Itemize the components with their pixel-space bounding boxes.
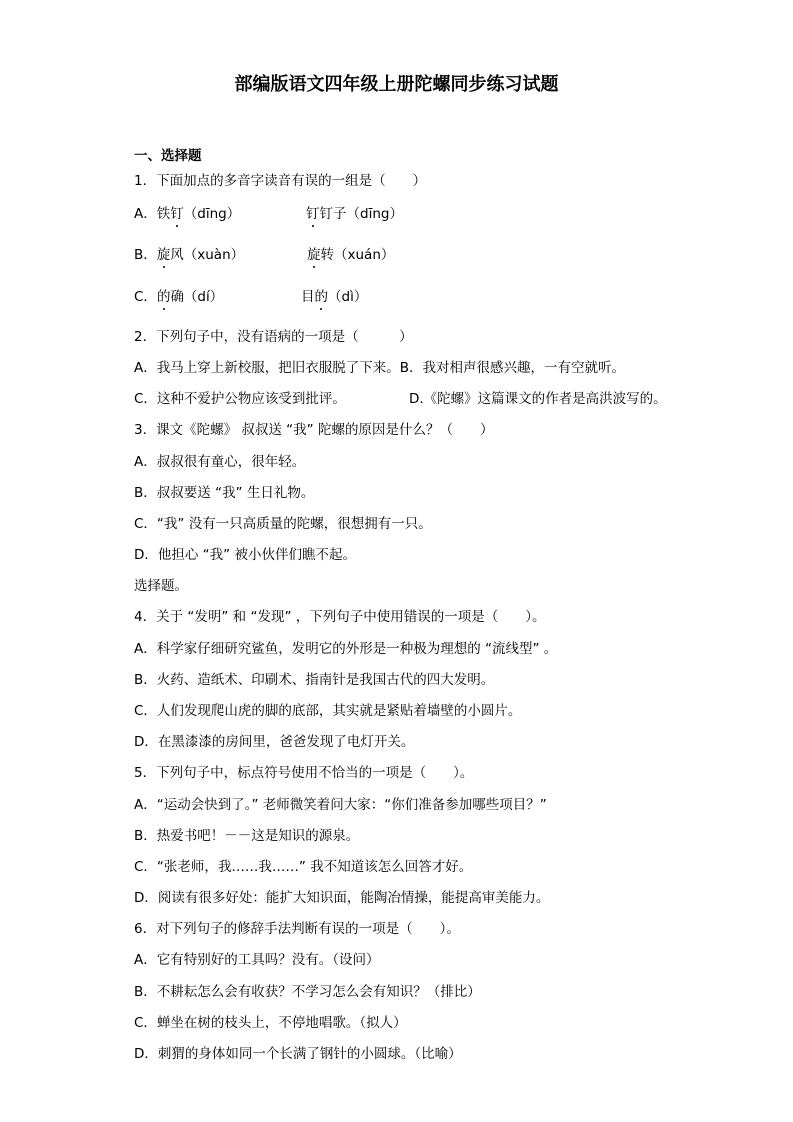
- section-heading: 一、选择题: [134, 148, 202, 164]
- question-3-option-b: B．叔叔要送 “我” 生日礼物。: [134, 485, 315, 501]
- question-6-option-a: A．它有特别好的工具吗？没有。（设问）: [134, 952, 380, 968]
- question-4-option-c: C．人们发现爬山虎的脚的底部，其实就是紧贴着墙壁的小圆片。: [134, 703, 522, 719]
- question-3-option-a: A．叔叔很有童心，很年轻。: [134, 454, 306, 470]
- question-4-option-d: D．在黑漆漆的房间里，爸爸发现了电灯开关。: [134, 734, 415, 750]
- question-4-option-b: B．火药、造纸术、印刷术、指南针是我国古代的四大发明。: [134, 672, 495, 688]
- question-4-option-a: A．科学家仔细研究鲨鱼，发明它的外形是一种极为理想的 “流线型” 。: [134, 641, 558, 657]
- page-title: 部编版语文四年级上册陀螺同步练习试题: [234, 74, 559, 95]
- question-3-option-d: D．他担心 “我” 被小伙伴们瞧不起。: [134, 547, 356, 563]
- question-2-stem: 2．下列句子中，没有语病的一项是（ ）: [134, 329, 413, 345]
- question-3-option-c: C．“我” 没有一只高质量的陀螺，很想拥有一只。: [134, 516, 432, 532]
- question-5-option-d: D．阅读有很多好处：能扩大知识面，能陶冶情操，能提高审美能力。: [134, 890, 550, 906]
- question-4-stem: 4．关于 “发明” 和 “发现” ，下列句子中使用错误的一项是（ ）。: [134, 609, 546, 625]
- question-6-stem: 6．对下列句子的修辞手法判断有误的一项是（ ）。: [134, 921, 460, 937]
- question-1-option-a-2: 钉钉子（dīng）: [306, 206, 403, 222]
- question-1-option-c: C．的确（dí）: [134, 289, 224, 305]
- question-1-option-b: B．旋风（xuàn）: [134, 247, 245, 263]
- question-5-option-a: A．“运动会快到了。” 老师微笑着问大家：“你们准备参加哪些项目？”: [134, 797, 547, 813]
- dotted-character: 旋: [307, 247, 321, 263]
- question-2-option-c: C．这种不爱护公物应该受到批评。: [134, 391, 346, 407]
- question-5-option-b: B．热爱书吧！－－这是知识的源泉。: [134, 828, 360, 844]
- question-2-options-ab: A．我马上穿上新校服，把旧衣服脱了下来。B．我对相声很感兴趣，一有空就听。: [134, 360, 625, 376]
- dotted-character: 钉: [306, 206, 320, 222]
- question-1-option-a: A．铁钉（dīng）: [134, 206, 241, 222]
- question-1-option-c-2: 目的（dì）: [301, 289, 368, 305]
- question-1-stem: 1．下面加点的多音字读音有误的一组是（ ）: [134, 173, 427, 189]
- question-3-stem: 3．课文《陀螺》 叔叔送 “我” 陀螺的原因是什么？（ ）: [134, 422, 494, 438]
- question-6-option-b: B．不耕耘怎么会有收获？不学习怎么会有知识？（排比）: [134, 984, 481, 1000]
- dotted-character: 旋: [156, 247, 171, 263]
- question-5-option-c: C．“张老师，我……我……” 我不知道该怎么回答才好。: [134, 859, 473, 875]
- dotted-character: 钉: [170, 206, 184, 222]
- question-6-option-d: D．刺猬的身体如同一个长满了钢针的小圆球。（比喻）: [134, 1046, 462, 1062]
- question-5-stem: 5．下列句子中，标点符号使用不恰当的一项是（ ）。: [134, 765, 474, 781]
- question-1-option-b-2: 旋转（xuán）: [307, 247, 395, 263]
- section-heading-2: 选择题。: [134, 578, 188, 594]
- dotted-character: 的: [314, 289, 328, 305]
- question-6-option-c: C．蝉坐在树的枝头上，不停地唱歌。（拟人）: [134, 1015, 407, 1031]
- question-2-option-d: D.《陀螺》这篇课文的作者是高洪波写的。: [409, 391, 667, 407]
- dotted-character: 的: [156, 289, 171, 305]
